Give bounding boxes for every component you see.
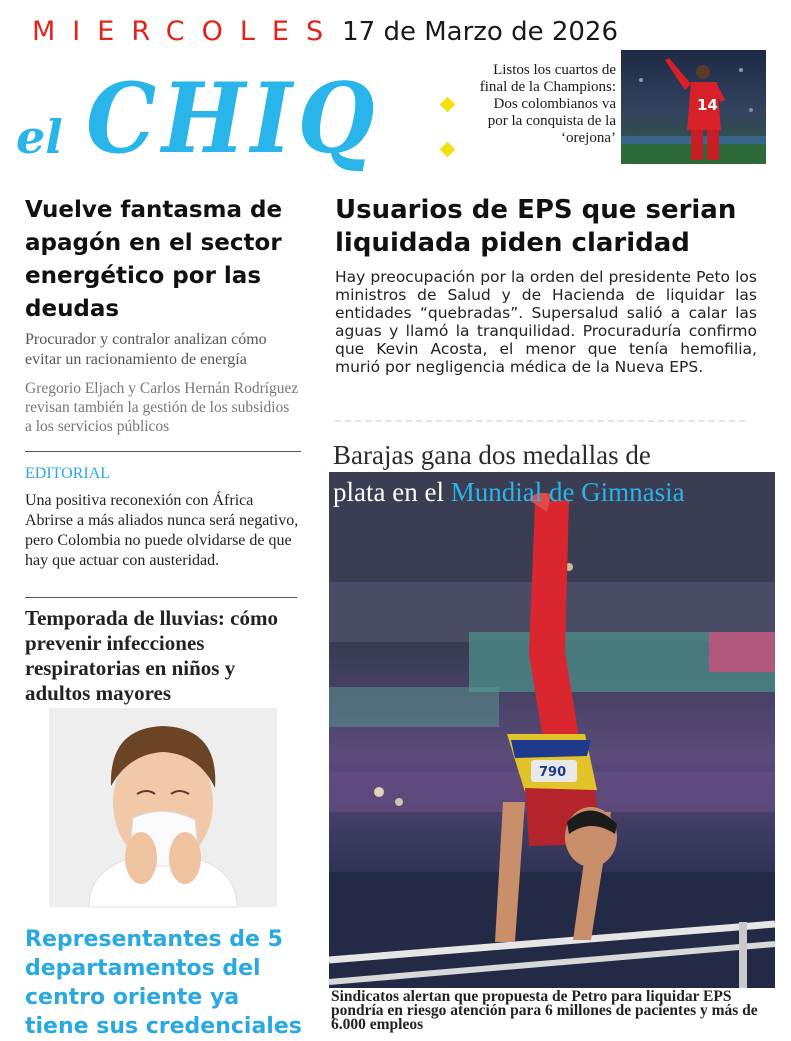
lead-subhead: Procurador y contralor analizan cómo evitar un racionamiento de energía: [25, 331, 267, 368]
gymnastics-headline-plain: plata en el: [333, 477, 451, 507]
gymnastics-headline-line2[interactable]: [333, 474, 773, 510]
divider: [25, 597, 297, 598]
dashed-divider: [335, 420, 745, 422]
editorial-body: Una positiva reconexión con África Abrirse a más aliados nunca será negativo, pero Colombia no puede olvidarse de que hay que actuar con austeridad.: [25, 492, 299, 569]
child-illustration: [49, 708, 277, 907]
lead-body: Gregorio Eljach y Carlos Hernán Rodríguez revisan también la gestión de los subsidios a los servicios públicos: [25, 380, 299, 435]
jersey-number: 14: [697, 96, 718, 114]
gymnastics-headline-highlight: Mundial de Gimnasia: [450, 477, 685, 507]
gymnastics-headline[interactable]: Barajas gana dos medallas de: [333, 440, 651, 470]
athlete-bib: 790: [539, 765, 567, 780]
eps-body: Hay preocupación por la orden del presidente Peto los ministros de Salud y de Hacienda de liquidar las entidades “quebradas”. Supersalud salió a calar las aguas y llamó la tranquilidad. Procuraduría confirmo que Kevin Acosta, el menor que tenía hemofilia, murió por negligencia médica de la Nueva EPS.: [335, 268, 757, 376]
masthead-name: CHIQ: [86, 62, 381, 175]
footballer-illustration: [621, 50, 766, 164]
unions-headline[interactable]: Sindicatos alertan que propuesta de Petro para liquidar EPS pondría en riesgo atención para 6 millones de pacientes y más de 6.000 empleos: [331, 988, 758, 1033]
diamond-icon: [440, 97, 456, 113]
editorial-label[interactable]: EDITORIAL: [25, 465, 111, 482]
gymnast-photo[interactable]: [329, 472, 775, 988]
dateline: [32, 16, 618, 50]
champions-teaser[interactable]: Listos los cuartos de final de la Champions: Dos colombianos va por la conquista de la ‘orejona’: [479, 62, 616, 146]
weekday: MIERCOLES: [32, 16, 341, 47]
lead-headline[interactable]: Vuelve fantasma de apagón en el sector energético por las deudas: [25, 197, 283, 322]
sneezing-child-photo[interactable]: [49, 708, 277, 907]
gymnast-illustration: [329, 472, 775, 988]
health-headline[interactable]: Temporada de lluvias: cómo prevenir infecciones respiratorias en niños y adultos mayores: [25, 606, 278, 705]
edition-date: 17 de Marzo de 2026: [342, 17, 619, 47]
diamond-icon: [440, 142, 456, 158]
eps-headline[interactable]: Usuarios de EPS que serian liquidada piden claridad: [335, 195, 737, 258]
footballer-photo[interactable]: [621, 50, 766, 164]
masthead-prefix: el: [16, 110, 63, 164]
divider: [25, 451, 301, 452]
regional-headline[interactable]: Representantes de 5 departamentos del centro oriente ya tiene sus credenciales: [25, 927, 302, 1039]
masthead-logo[interactable]: [14, 62, 464, 175]
